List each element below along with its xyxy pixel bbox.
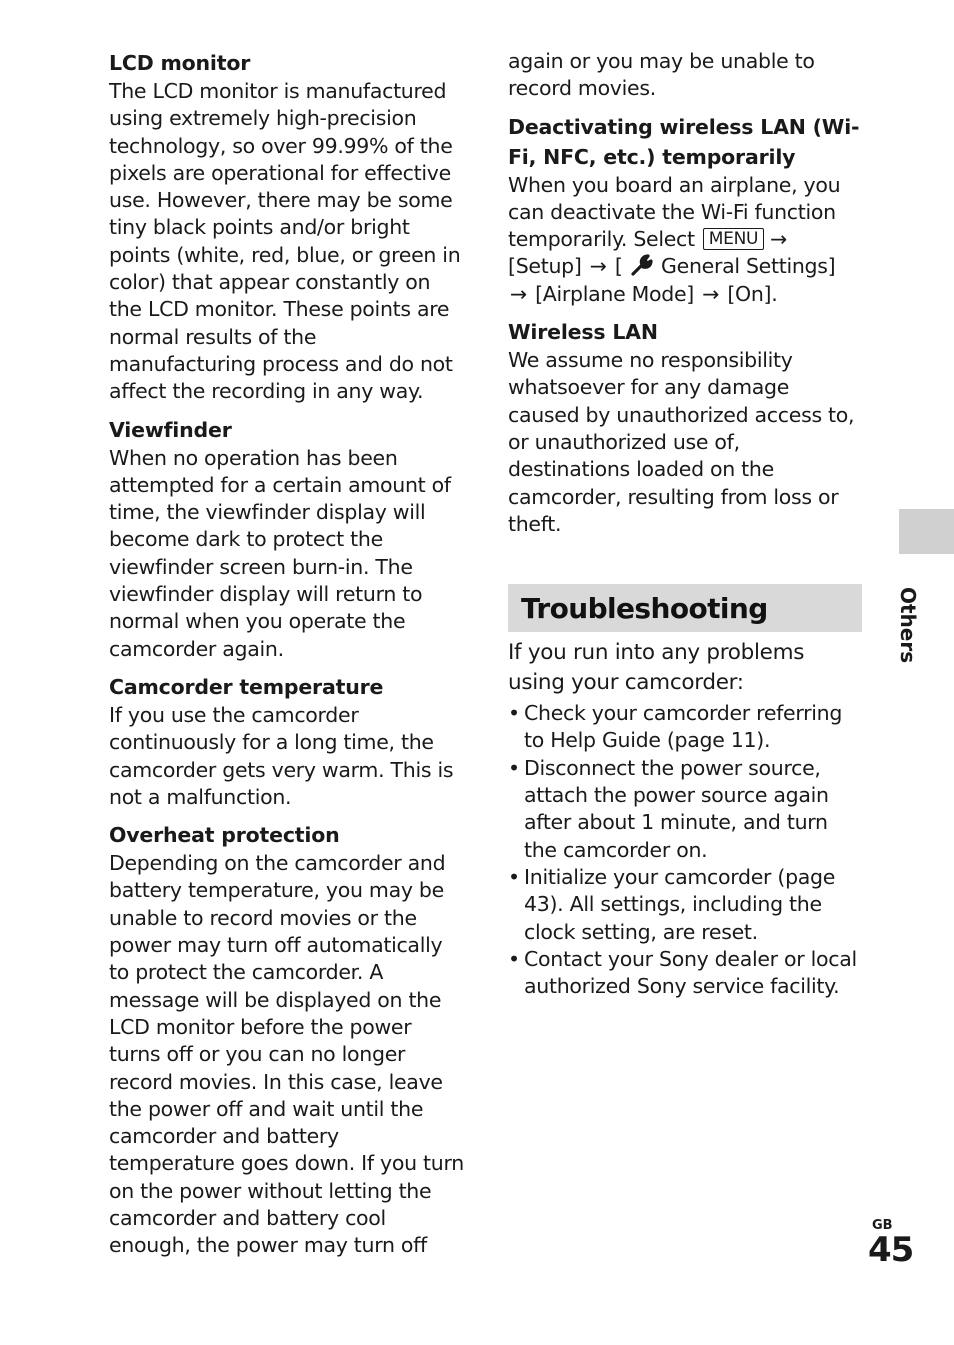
troubleshooting-list: [508, 700, 862, 1000]
setup-label: [Setup]: [508, 254, 582, 279]
menu-button-label: MENU: [703, 228, 764, 250]
list-item: • Initialize your camcorder (page 43). All settings, including the clock setting, are reset.: [508, 864, 836, 944]
bullet-icon: •: [508, 755, 520, 780]
arrow-icon: →: [702, 281, 720, 306]
deactivating-text: When you board an airplane, you can deactivate the Wi-Fi function temporarily. Select: [508, 172, 841, 252]
heading-lcd-monitor: LCD monitor: [109, 51, 251, 75]
page-number: 45: [868, 1230, 914, 1270]
wrench-icon: [629, 254, 655, 276]
on-label: [On].: [727, 281, 778, 306]
heading-deactivating-wireless: Deactivating wireless LAN (Wi-Fi, NFC, etc.) temporarily: [508, 114, 860, 169]
troubleshooting-title: Troubleshooting: [521, 591, 768, 625]
arrow-icon: →: [510, 281, 527, 306]
body-wireless-lan: We assume no responsibility whatsoever for any damage caused by unauthorized access to, or unauthorized use of, destinations loaded on the camcorder, resulting from loss or theft.: [508, 348, 855, 536]
list-item: • Contact your Sony dealer or local authorized Sony service facility.: [508, 946, 857, 999]
bracket-open: [: [614, 254, 623, 279]
body-overheat-protection: Depending on the camcorder and battery temperature, you may be unable to record movies or the power may turn off automatically to protect the camcorder. A message will be displayed on the LCD monitor before the power turns off or you can no longer record movies. In this case, leave the power off and wait until the camcorder and battery temperature goes down. If you turn on the power without letting the camcorder and battery cool enough, the power may turn off: [109, 851, 464, 1258]
body-deactivating-wireless: [508, 172, 862, 308]
heading-wireless-lan: Wireless LAN: [508, 320, 658, 345]
right-column: [508, 48, 862, 1000]
bullet-icon: •: [508, 864, 520, 889]
arrow-icon: →: [770, 227, 788, 252]
others-side-label: Others: [896, 587, 920, 664]
heading-viewfinder: Viewfinder: [109, 417, 232, 442]
airplane-mode-label: [Airplane Mode]: [535, 281, 694, 306]
continuation-text: again or you may be unable to record movies.: [508, 49, 815, 101]
heading-camcorder-temperature: Camcorder temperature: [109, 674, 384, 699]
body-camcorder-temperature: If you use the camcorder continuously for a long time, the camcorder gets very warm. This is not a malfunction.: [109, 702, 454, 809]
bullet-icon: •: [508, 701, 520, 726]
heading-overheat-protection: Overheat protection: [109, 823, 340, 848]
arrow-icon: →: [589, 254, 607, 279]
list-item: • Disconnect the power source, attach the power source again after about 1 minute, and turn the camcorder on.: [508, 755, 829, 862]
others-side-tab: [899, 509, 954, 554]
troubleshooting-banner: [508, 584, 862, 632]
bullet-icon: •: [508, 946, 520, 971]
body-viewfinder: When no operation has been attempted for a certain amount of time, the viewfinder display will become dark to protect the viewfinder screen burn-in. The viewfinder display will return to normal when you operate the camcorder again.: [109, 445, 451, 661]
troubleshooting-intro: If you run into any problems using your camcorder:: [508, 640, 805, 696]
general-settings-label: General Settings]: [661, 254, 836, 279]
left-column: [109, 48, 465, 1269]
list-item: • Check your camcorder referring to Help Guide (page 11).: [508, 701, 843, 753]
page-region-code: GB: [872, 1218, 893, 1233]
body-lcd-monitor: The LCD monitor is manufactured using extremely high-precision technology, so over 99.99% of the pixels are operational for effective use. However, there may be some tiny black points and/or bright points (white, red, blue, or green in color) that appear constantly on the LCD monitor. These points are normal results of the manufacturing process and do not affect the recording in any way.: [109, 79, 461, 404]
